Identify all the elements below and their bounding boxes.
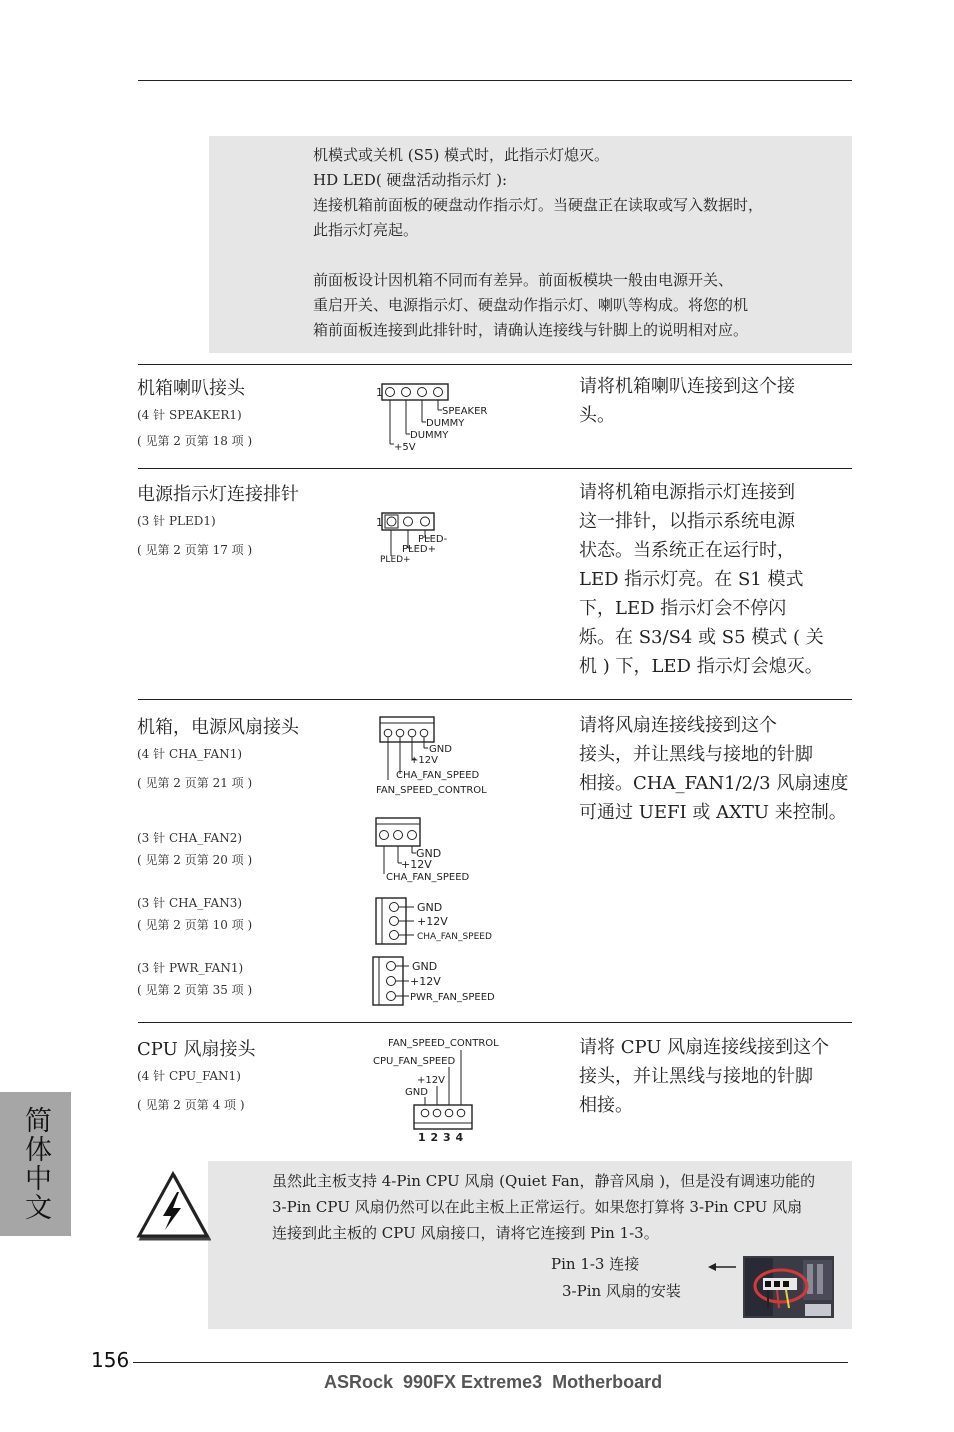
fan-desc-4: 可通过 UEFI 或 AXTU 来控制。 — [579, 802, 847, 823]
section-rule — [138, 468, 852, 469]
pled-desc-2: 这一排针，以指示系统电源 — [579, 511, 795, 532]
pwr-fan1-sub-2: ( 见第 2 页第 35 项 ) — [137, 983, 253, 997]
cha-fan2-sub-2: ( 见第 2 页第 20 项 ) — [137, 853, 253, 867]
header-rule — [138, 80, 852, 81]
fan-desc-2: 接头，并让黑线与接地的针脚 — [579, 744, 813, 765]
page-number: 156 — [91, 1348, 130, 1372]
warning-icon — [135, 1170, 211, 1242]
top-note-line-3: 连接机箱前面板的硬盘动作指示灯。当硬盘正在读取或写入数据时， — [313, 196, 764, 214]
speaker-desc-2: 头。 — [579, 405, 615, 426]
warning-line-1: 虽然此主板支持 4-Pin CPU 风扇 (Quiet Fan，静音风扇 )，但是没有调速功能的 — [272, 1172, 816, 1190]
cpu-fan-label-gnd: GND — [405, 1087, 428, 1098]
warning-line-3: 连接到此主板的 CPU 风扇接口，请将它连接到 Pin 1-3。 — [272, 1224, 659, 1242]
pled-desc-5: 下，LED 指示灯会不停闪 — [579, 598, 787, 619]
speaker-label-5v: +5V — [394, 442, 416, 453]
section-rule — [138, 1022, 852, 1023]
pwr-fan1-sub-1: (3 针 PWR_FAN1) — [137, 961, 244, 975]
pled-pin-one: 1 — [376, 516, 383, 529]
top-note-line-5: 前面板设计因机箱不同而有差异。前面板模块一般由电源开关、 — [313, 271, 734, 289]
pin-connection-label: Pin 1-3 连接 — [551, 1255, 640, 1273]
cha-fan2-sub-1: (3 针 CHA_FAN2) — [137, 831, 243, 845]
cha-fan1-header-diagram — [374, 714, 504, 798]
cha-fan1-label-control: FAN_SPEED_CONTROL — [376, 785, 487, 796]
cha-fan1-label-12v: +12V — [410, 755, 438, 766]
top-note-line-6: 重启开关、电源指示灯、硬盘动作指示灯、喇叭等构成。将您的机 — [313, 296, 749, 314]
cha-fan2-label-12v: +12V — [401, 858, 432, 871]
speaker-title: 机箱喇叭接头 — [137, 378, 245, 399]
speaker-desc-1: 请将机箱喇叭连接到这个接 — [579, 376, 795, 397]
cpu-fan-desc-1: 请将 CPU 风扇连接线接到这个 — [579, 1037, 830, 1058]
arrow-left-icon — [708, 1261, 738, 1273]
pled-label-minus: PLED- — [418, 534, 448, 545]
side-tab-label: 简体中文 — [20, 1106, 51, 1222]
pled-label-plus-1: PLED+ — [402, 544, 436, 555]
footer-title: ASRock 990FX Extreme3 Motherboard — [324, 1372, 663, 1392]
pwr-fan1-label-gnd: GND — [412, 960, 438, 973]
pwr-fan1-header-diagram — [371, 955, 521, 1007]
speaker-label-dummy-1: DUMMY — [426, 418, 465, 429]
cpu-fan-label-control: FAN_SPEED_CONTROL — [388, 1038, 499, 1049]
speaker-header-diagram — [374, 380, 504, 455]
section-rule — [138, 364, 852, 365]
speaker-pin-one: 1 — [376, 386, 383, 399]
pled-desc-3: 状态。当系统正在运行时， — [579, 540, 795, 561]
fan-install-photo — [743, 1256, 834, 1318]
speaker-sub-1: (4 针 SPEAKER1) — [137, 408, 242, 422]
cha-fan3-sub-1: (3 针 CHA_FAN3) — [137, 896, 243, 910]
cha-fan3-header-diagram — [374, 896, 514, 946]
fan-desc-3: 相接。CHA_FAN1/2/3 风扇速度 — [579, 773, 849, 794]
fan-install-label: 3-Pin 风扇的安装 — [562, 1282, 681, 1300]
cpu-fan-title: CPU 风扇接头 — [137, 1039, 256, 1060]
cha-fan2-label-speed: CHA_FAN_SPEED — [386, 872, 470, 883]
cpu-fan-label-12v: +12V — [417, 1075, 445, 1086]
speaker-label-speaker: SPEAKER — [442, 406, 488, 417]
top-note-line-7: 箱前面板连接到此排针时，请确认连接线与针脚上的说明相对应。 — [313, 321, 749, 339]
pwr-fan1-label-speed: PWR_FAN_SPEED — [410, 992, 495, 1003]
cpu-fan-sub-1: (4 针 CPU_FAN1) — [137, 1069, 241, 1083]
pled-title: 电源指示灯连接排针 — [137, 484, 299, 505]
pled-desc-6: 烁。在 S3/S4 或 S5 模式 ( 关 — [579, 627, 824, 648]
speaker-sub-2: ( 见第 2 页第 18 项 ) — [137, 434, 253, 448]
cpu-fan-pin-numbers: 1 2 3 4 — [418, 1131, 464, 1144]
cpu-fan-header-diagram — [372, 1033, 512, 1145]
cpu-fan-label-speed: CPU_FAN_SPEED — [373, 1056, 456, 1067]
fan-desc-1: 请将风扇连接线接到这个 — [579, 715, 777, 736]
cha-fan2-header-diagram — [374, 816, 489, 886]
pwr-fan1-label-12v: +12V — [410, 975, 441, 988]
pled-desc-7: 机 ) 下，LED 指示灯会熄灭。 — [579, 656, 823, 677]
top-note-line-2: HD LED( 硬盘活动指示灯 ): — [313, 171, 508, 189]
warning-line-2: 3-Pin CPU 风扇仍然可以在此主板上正常运行。如果您打算将 3-Pin CPU 风扇 — [272, 1198, 803, 1216]
footer-rule — [133, 1362, 848, 1363]
pled-label-plus-2: PLED+ — [380, 555, 411, 565]
cha-fan1-label-gnd: GND — [429, 744, 452, 755]
cha-fan1-sub-2: ( 见第 2 页第 21 项 ) — [137, 776, 253, 790]
cha-fan3-label-12v: +12V — [417, 915, 448, 928]
pled-sub-1: (3 针 PLED1) — [137, 514, 216, 528]
pled-desc-4: LED 指示灯亮。在 S1 模式 — [579, 569, 804, 590]
cha-fan3-sub-2: ( 见第 2 页第 10 项 ) — [137, 918, 253, 932]
pled-sub-2: ( 见第 2 页第 17 项 ) — [137, 543, 253, 557]
cpu-fan-desc-2: 接头，并让黑线与接地的针脚 — [579, 1066, 813, 1087]
cha-fan1-label-speed: CHA_FAN_SPEED — [396, 770, 480, 781]
fan-title: 机箱，电源风扇接头 — [137, 717, 299, 738]
cha-fan3-label-gnd: GND — [417, 901, 443, 914]
speaker-label-dummy-2: DUMMY — [410, 430, 449, 441]
section-rule — [138, 699, 852, 700]
pled-desc-1: 请将机箱电源指示灯连接到 — [579, 482, 795, 503]
cha-fan3-label-speed: CHA_FAN_SPEED — [417, 932, 492, 942]
cpu-fan-desc-3: 相接。 — [579, 1095, 633, 1116]
cpu-fan-sub-2: ( 见第 2 页第 4 项 ) — [137, 1098, 245, 1112]
language-side-tab — [0, 1092, 71, 1236]
pled-header-diagram — [374, 508, 474, 568]
cha-fan2-label-gnd: GND — [416, 847, 442, 860]
top-note-line-1: 机模式或关机 (S5) 模式时，此指示灯熄灭。 — [313, 146, 610, 164]
top-note-line-4: 此指示灯亮起。 — [313, 221, 419, 239]
cha-fan1-sub-1: (4 针 CHA_FAN1) — [137, 747, 243, 761]
